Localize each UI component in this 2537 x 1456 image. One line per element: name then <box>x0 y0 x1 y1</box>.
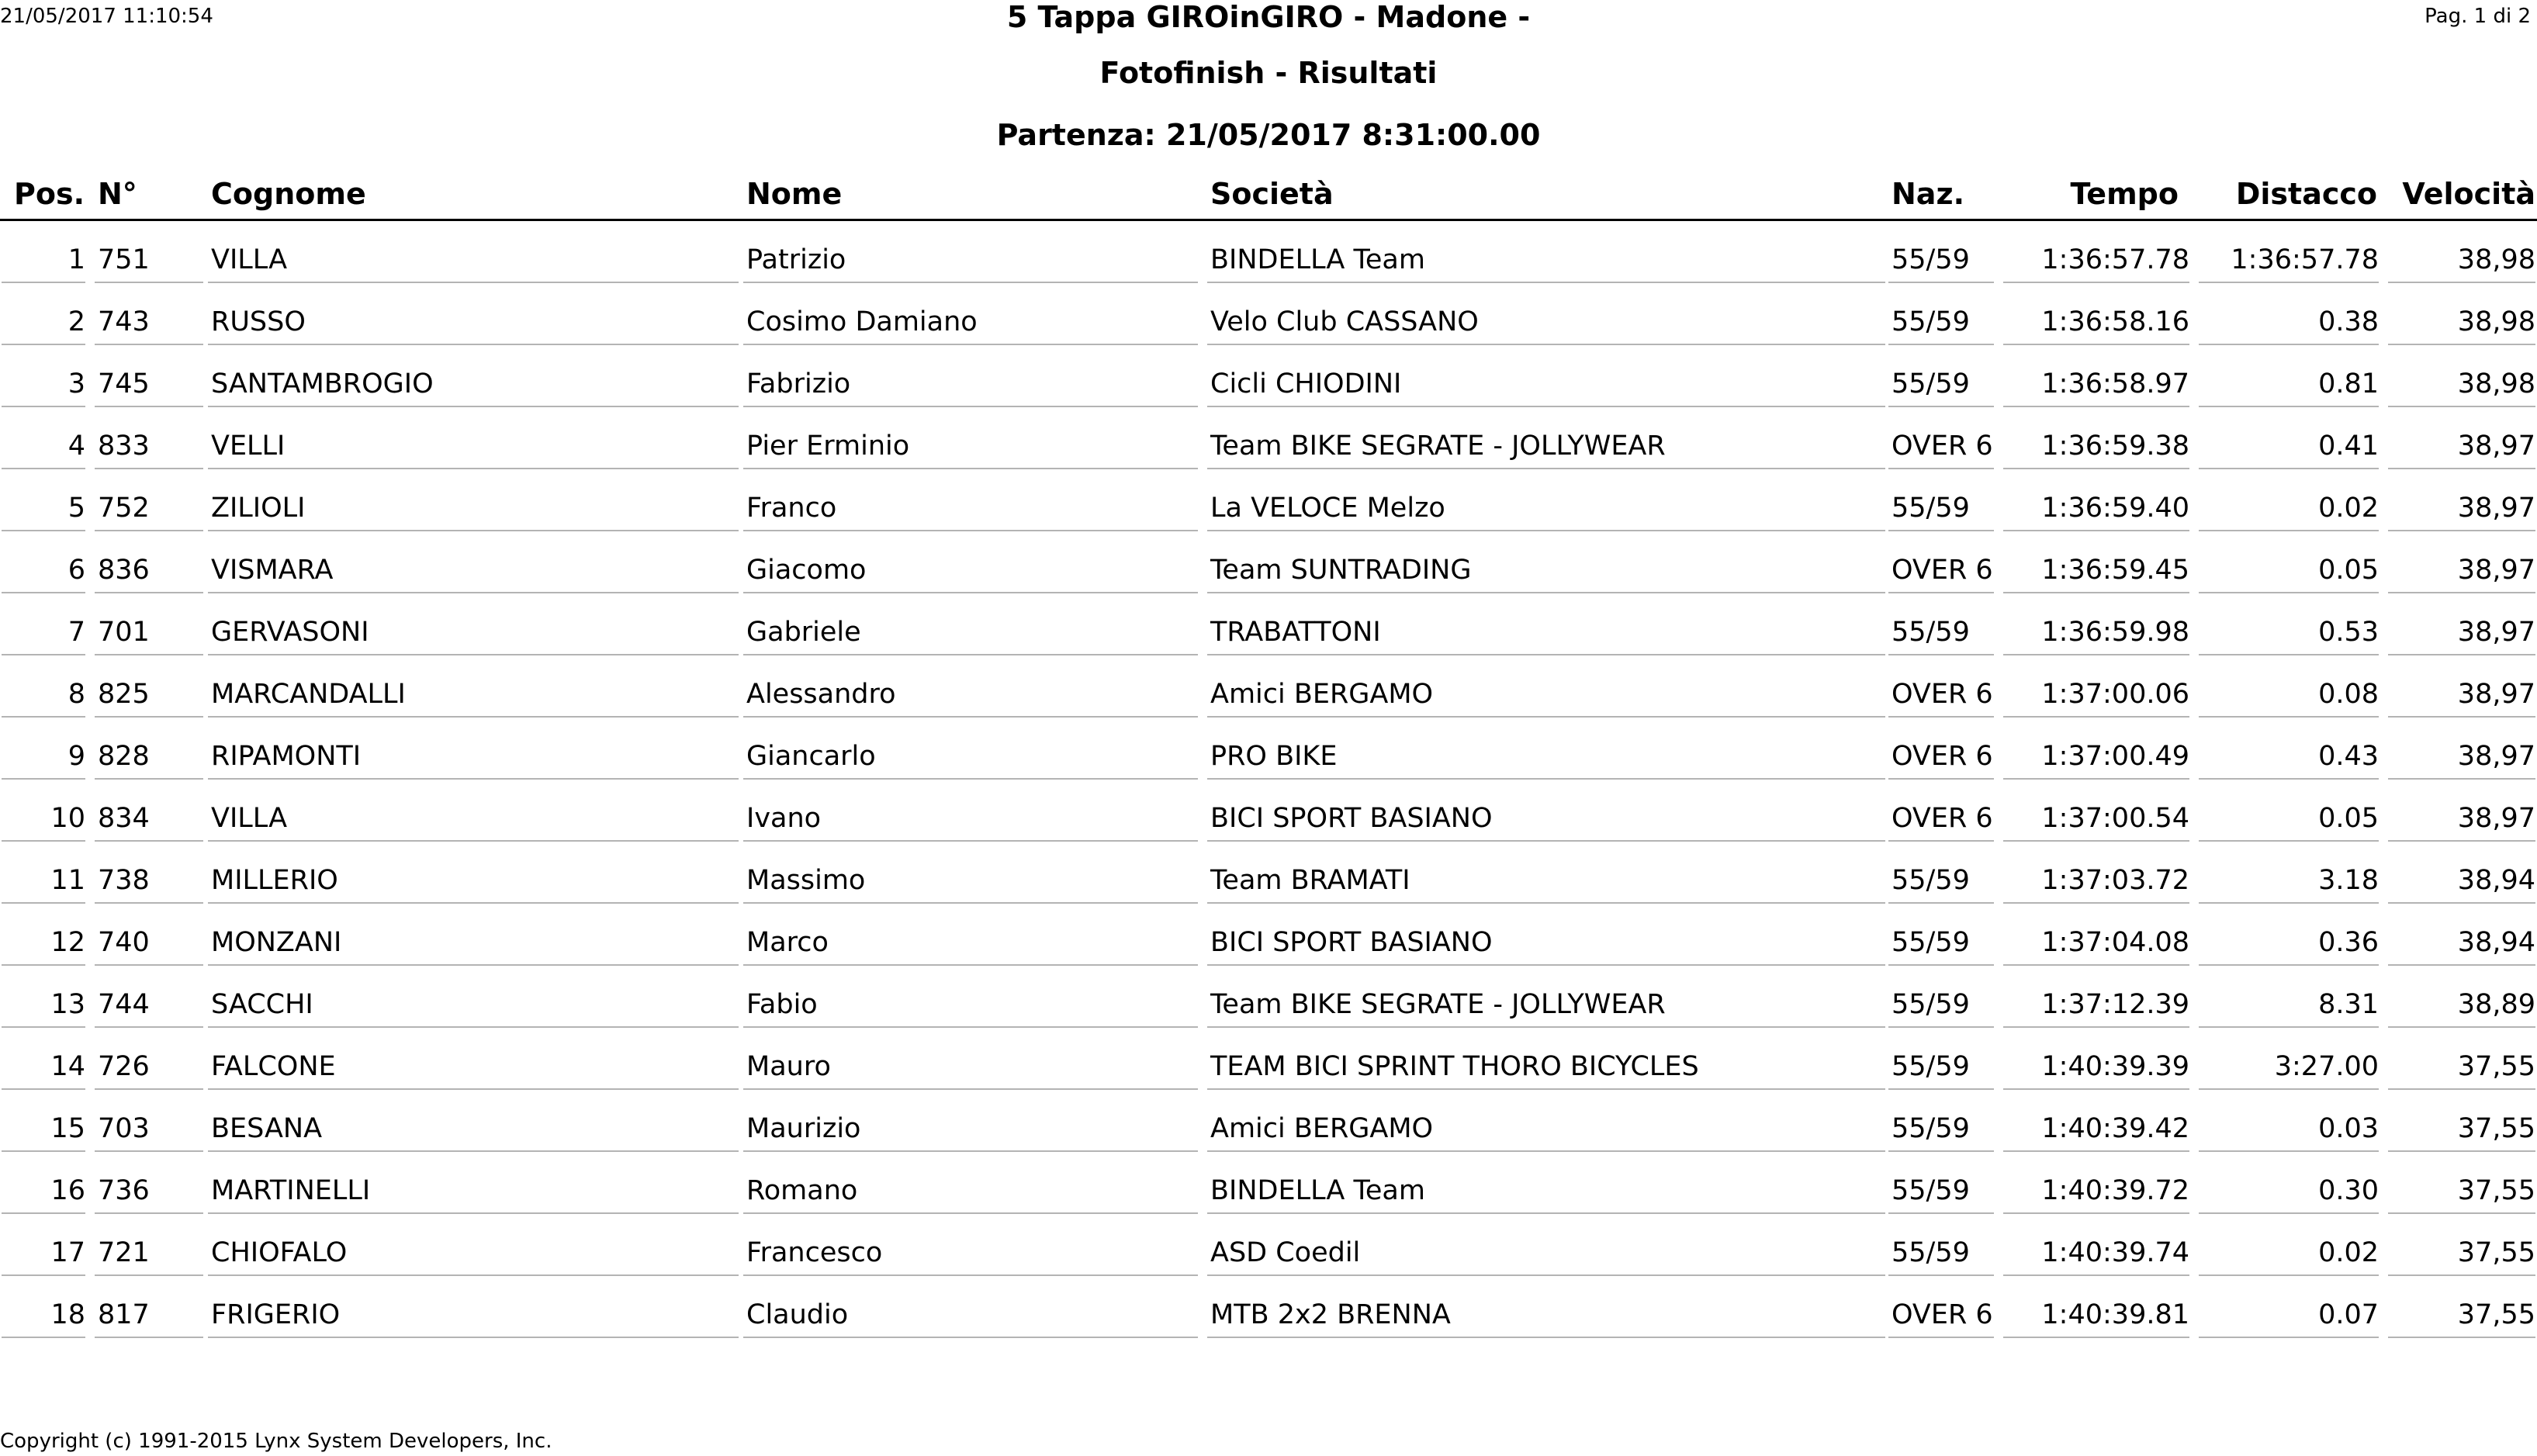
row-time: 1:40:39.74 <box>2003 1231 2189 1276</box>
header-tempo: Tempo <box>2070 177 2179 211</box>
row-surname: VILLA <box>208 238 739 283</box>
row-time: 1:40:39.39 <box>2003 1045 2189 1090</box>
row-speed: 38,97 <box>2388 673 2535 718</box>
row-gap: 3:27.00 <box>2199 1045 2379 1090</box>
table-row <box>0 362 2537 424</box>
row-surname: MARTINELLI <box>208 1169 739 1214</box>
row-first-name: Francesco <box>743 1231 1198 1276</box>
row-gap: 0.03 <box>2199 1107 2379 1152</box>
row-gap: 0.07 <box>2199 1293 2379 1338</box>
row-gap: 0.38 <box>2199 300 2379 345</box>
row-speed: 37,55 <box>2388 1169 2535 1214</box>
header-pos: Pos. <box>14 177 85 211</box>
row-time: 1:36:57.78 <box>2003 238 2189 283</box>
table-row <box>0 735 2537 797</box>
row-position: 3 <box>2 362 85 407</box>
table-row <box>0 1231 2537 1293</box>
row-surname: GERVASONI <box>208 610 739 655</box>
row-gap: 0.30 <box>2199 1169 2379 1214</box>
row-first-name: Franco <box>743 486 1198 531</box>
row-position: 11 <box>2 859 85 904</box>
row-team: Velo Club CASSANO <box>1207 300 1885 345</box>
row-speed: 38,97 <box>2388 735 2535 780</box>
row-first-name: Romano <box>743 1169 1198 1214</box>
row-team: PRO BIKE <box>1207 735 1885 780</box>
row-time: 1:37:03.72 <box>2003 859 2189 904</box>
row-position: 17 <box>2 1231 85 1276</box>
row-first-name: Marco <box>743 921 1198 966</box>
report-timestamp: 21/05/2017 11:10:54 <box>0 5 213 28</box>
row-first-name: Ivano <box>743 797 1198 842</box>
header-nome: Nome <box>746 177 843 211</box>
row-category: 55/59 <box>1888 486 1994 531</box>
row-speed: 38,98 <box>2388 300 2535 345</box>
row-bib-number: 745 <box>95 362 203 407</box>
header-velocita: Velocità <box>2402 177 2535 211</box>
row-first-name: Pier Erminio <box>743 424 1198 469</box>
row-position: 8 <box>2 673 85 718</box>
row-category: 55/59 <box>1888 1169 1994 1214</box>
row-time: 1:36:58.16 <box>2003 300 2189 345</box>
row-team: Cicli CHIODINI <box>1207 362 1885 407</box>
row-bib-number: 738 <box>95 859 203 904</box>
row-first-name: Maurizio <box>743 1107 1198 1152</box>
row-first-name: Gabriele <box>743 610 1198 655</box>
row-time: 1:36:59.40 <box>2003 486 2189 531</box>
row-team: Team SUNTRADING <box>1207 548 1885 593</box>
row-first-name: Massimo <box>743 859 1198 904</box>
row-surname: FALCONE <box>208 1045 739 1090</box>
row-speed: 38,94 <box>2388 921 2535 966</box>
row-bib-number: 721 <box>95 1231 203 1276</box>
row-team: MTB 2x2 BRENNA <box>1207 1293 1885 1338</box>
row-team: BINDELLA Team <box>1207 1169 1885 1214</box>
row-position: 13 <box>2 983 85 1028</box>
row-category: 55/59 <box>1888 1231 1994 1276</box>
row-surname: SACCHI <box>208 983 739 1028</box>
row-team: BICI SPORT BASIANO <box>1207 797 1885 842</box>
header-societa: Società <box>1210 177 1334 211</box>
row-first-name: Fabrizio <box>743 362 1198 407</box>
row-bib-number: 833 <box>95 424 203 469</box>
row-first-name: Giancarlo <box>743 735 1198 780</box>
row-category: 55/59 <box>1888 1045 1994 1090</box>
row-surname: MILLERIO <box>208 859 739 904</box>
table-row <box>0 1107 2537 1169</box>
row-time: 1:37:12.39 <box>2003 983 2189 1028</box>
table-row <box>0 673 2537 735</box>
row-bib-number: 834 <box>95 797 203 842</box>
row-time: 1:37:04.08 <box>2003 921 2189 966</box>
row-surname: SANTAMBROGIO <box>208 362 739 407</box>
row-category: 55/59 <box>1888 921 1994 966</box>
row-bib-number: 703 <box>95 1107 203 1152</box>
row-bib-number: 736 <box>95 1169 203 1214</box>
row-speed: 38,98 <box>2388 238 2535 283</box>
row-team: Team BRAMATI <box>1207 859 1885 904</box>
row-team: TEAM BICI SPRINT THORO BICYCLES <box>1207 1045 1885 1090</box>
header-distacco: Distacco <box>2235 177 2377 211</box>
row-gap: 0.81 <box>2199 362 2379 407</box>
row-position: 2 <box>2 300 85 345</box>
row-category: 55/59 <box>1888 1107 1994 1152</box>
row-surname: VELLI <box>208 424 739 469</box>
table-row <box>0 238 2537 300</box>
page-indicator: Pag. 1 di 2 <box>2425 5 2531 28</box>
row-position: 12 <box>2 921 85 966</box>
row-surname: CHIOFALO <box>208 1231 739 1276</box>
row-gap: 0.02 <box>2199 1231 2379 1276</box>
row-position: 5 <box>2 486 85 531</box>
row-gap: 0.43 <box>2199 735 2379 780</box>
row-surname: FRIGERIO <box>208 1293 739 1338</box>
row-team: La VELOCE Melzo <box>1207 486 1885 531</box>
row-bib-number: 744 <box>95 983 203 1028</box>
row-bib-number: 743 <box>95 300 203 345</box>
row-category: OVER 6 <box>1888 1293 1994 1338</box>
row-team: Amici BERGAMO <box>1207 1107 1885 1152</box>
row-bib-number: 726 <box>95 1045 203 1090</box>
row-team: ASD Coedil <box>1207 1231 1885 1276</box>
row-position: 4 <box>2 424 85 469</box>
row-gap: 1:36:57.78 <box>2199 238 2379 283</box>
row-gap: 0.53 <box>2199 610 2379 655</box>
row-category: 55/59 <box>1888 610 1994 655</box>
row-category: 55/59 <box>1888 238 1994 283</box>
row-first-name: Mauro <box>743 1045 1198 1090</box>
row-surname: MONZANI <box>208 921 739 966</box>
row-surname: MARCANDALLI <box>208 673 739 718</box>
row-time: 1:40:39.42 <box>2003 1107 2189 1152</box>
table-row <box>0 797 2537 859</box>
row-first-name: Alessandro <box>743 673 1198 718</box>
table-row <box>0 859 2537 921</box>
row-speed: 38,97 <box>2388 424 2535 469</box>
row-team: TRABATTONI <box>1207 610 1885 655</box>
row-surname: ZILIOLI <box>208 486 739 531</box>
row-first-name: Patrizio <box>743 238 1198 283</box>
row-surname: RUSSO <box>208 300 739 345</box>
row-gap: 0.05 <box>2199 797 2379 842</box>
row-bib-number: 836 <box>95 548 203 593</box>
row-time: 1:36:59.98 <box>2003 610 2189 655</box>
row-position: 10 <box>2 797 85 842</box>
row-surname: VISMARA <box>208 548 739 593</box>
row-time: 1:36:58.97 <box>2003 362 2189 407</box>
row-position: 6 <box>2 548 85 593</box>
row-category: OVER 6 <box>1888 735 1994 780</box>
row-first-name: Claudio <box>743 1293 1198 1338</box>
row-team: BICI SPORT BASIANO <box>1207 921 1885 966</box>
row-gap: 0.08 <box>2199 673 2379 718</box>
table-row <box>0 610 2537 673</box>
row-gap: 0.05 <box>2199 548 2379 593</box>
row-bib-number: 825 <box>95 673 203 718</box>
row-time: 1:40:39.72 <box>2003 1169 2189 1214</box>
row-category: 55/59 <box>1888 362 1994 407</box>
row-category: 55/59 <box>1888 300 1994 345</box>
table-row <box>0 1169 2537 1231</box>
table-row <box>0 1293 2537 1355</box>
row-time: 1:37:00.06 <box>2003 673 2189 718</box>
start-time: Partenza: 21/05/2017 8:31:00.00 <box>996 118 1541 152</box>
row-surname: RIPAMONTI <box>208 735 739 780</box>
row-position: 15 <box>2 1107 85 1152</box>
row-position: 9 <box>2 735 85 780</box>
row-speed: 38,97 <box>2388 610 2535 655</box>
table-row <box>0 424 2537 486</box>
row-first-name: Fabio <box>743 983 1198 1028</box>
row-category: OVER 6 <box>1888 673 1994 718</box>
row-team: Amici BERGAMO <box>1207 673 1885 718</box>
row-position: 14 <box>2 1045 85 1090</box>
row-first-name: Cosimo Damiano <box>743 300 1198 345</box>
row-bib-number: 751 <box>95 238 203 283</box>
header-cognome: Cognome <box>211 177 366 211</box>
copyright-footer: Copyright (c) 1991-2015 Lynx System Developers, Inc. <box>0 1430 552 1453</box>
row-time: 1:36:59.38 <box>2003 424 2189 469</box>
row-speed: 38,97 <box>2388 548 2535 593</box>
row-time: 1:36:59.45 <box>2003 548 2189 593</box>
row-gap: 0.02 <box>2199 486 2379 531</box>
row-first-name: Giacomo <box>743 548 1198 593</box>
row-speed: 38,89 <box>2388 983 2535 1028</box>
row-gap: 0.36 <box>2199 921 2379 966</box>
table-header <box>0 175 2537 221</box>
row-position: 7 <box>2 610 85 655</box>
row-position: 16 <box>2 1169 85 1214</box>
row-position: 1 <box>2 238 85 283</box>
row-position: 18 <box>2 1293 85 1338</box>
race-title: 5 Tappa GIROinGIRO - Madone - <box>1006 0 1531 34</box>
row-time: 1:37:00.54 <box>2003 797 2189 842</box>
table-row <box>0 921 2537 983</box>
row-speed: 38,97 <box>2388 797 2535 842</box>
row-category: 55/59 <box>1888 859 1994 904</box>
row-bib-number: 817 <box>95 1293 203 1338</box>
header-num: N° <box>98 177 137 211</box>
row-surname: BESANA <box>208 1107 739 1152</box>
row-bib-number: 828 <box>95 735 203 780</box>
row-team: BINDELLA Team <box>1207 238 1885 283</box>
row-time: 1:37:00.49 <box>2003 735 2189 780</box>
row-gap: 0.41 <box>2199 424 2379 469</box>
row-speed: 38,97 <box>2388 486 2535 531</box>
table-row <box>0 1045 2537 1107</box>
row-speed: 37,55 <box>2388 1231 2535 1276</box>
table-row <box>0 300 2537 362</box>
row-bib-number: 701 <box>95 610 203 655</box>
row-team: Team BIKE SEGRATE - JOLLYWEAR <box>1207 983 1885 1028</box>
row-speed: 37,55 <box>2388 1045 2535 1090</box>
header-naz: Naz. <box>1892 177 1964 211</box>
row-speed: 38,94 <box>2388 859 2535 904</box>
results-subtitle: Fotofinish - Risultati <box>1099 56 1438 90</box>
table-row <box>0 548 2537 610</box>
row-bib-number: 752 <box>95 486 203 531</box>
row-speed: 38,98 <box>2388 362 2535 407</box>
row-gap: 8.31 <box>2199 983 2379 1028</box>
row-team: Team BIKE SEGRATE - JOLLYWEAR <box>1207 424 1885 469</box>
row-time: 1:40:39.81 <box>2003 1293 2189 1338</box>
row-surname: VILLA <box>208 797 739 842</box>
row-category: OVER 6 <box>1888 424 1994 469</box>
table-row <box>0 486 2537 548</box>
row-speed: 37,55 <box>2388 1107 2535 1152</box>
table-row <box>0 983 2537 1045</box>
row-gap: 3.18 <box>2199 859 2379 904</box>
row-category: 55/59 <box>1888 983 1994 1028</box>
row-category: OVER 6 <box>1888 797 1994 842</box>
row-bib-number: 740 <box>95 921 203 966</box>
row-category: OVER 6 <box>1888 548 1994 593</box>
row-speed: 37,55 <box>2388 1293 2535 1338</box>
